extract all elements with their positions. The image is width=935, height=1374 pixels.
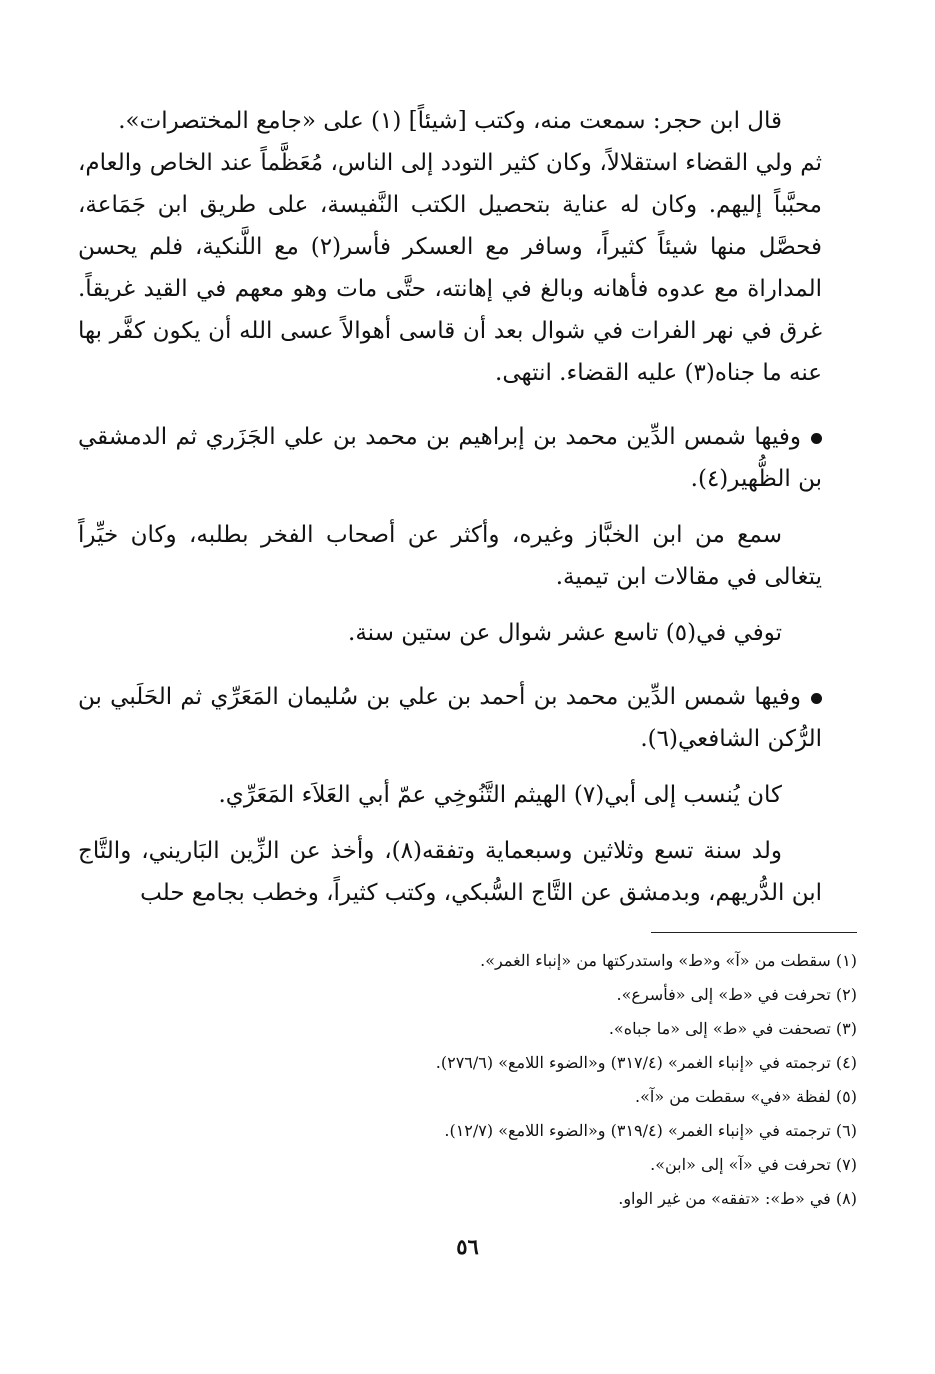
bullet-icon [811,433,822,444]
footnote-item: (٢) تحرفت في «ط» إلى «فأسرع». [616,985,857,1004]
footnotes [113,944,857,1216]
paragraph-aljazari-study: سمع من ابن الخبَّاز وغيره، وأكثر عن أصحاب الفخر بطلبه، وكان خيِّراً يتغالى في مقالات ابن تيمية. [78,522,822,590]
entry-almaarri-text: وفيها شمس الدِّين محمد بن أحمد بن علي بن سُليمان المَعَرِّي ثم الحَلَبي بن الرُّكن الشافعي(٦). [78,684,822,752]
footnote-item: (٤) ترجمته في «إنباء الغمر» (٣١٧/٤) و«الضوء اللامع» (٢٧٦/٦). [435,1053,857,1072]
paragraph-aljazari-death: توفي في(٥) تاسع عشر شوال عن ستين سنة. [348,620,782,646]
footnote-item: (٣) تصحفت في «ط» إلى «ما جباه». [608,1019,857,1038]
paragraph-entry-almaarri [78,676,822,760]
footnote-item: (١) سقطت من «آ» و«ط» واستدركتها من «إنباء الغمر». [480,951,857,970]
bullet-icon [811,693,822,704]
paragraph-almaarri-birth: ولد سنة تسع وثلاثين وسبعماية وتفقه(٨)، وأخذ عن الزِّين البَاريني، والتَّاج ابن الدُّريهم، وبدمشق عن التَّاج السُّبكي، وكتب كثيراً، وخطب بجامع حلب [78,838,822,906]
paragraph-ibn-hajar-quote: قال ابن حجر: سمعت منه، وكتب [شيئاً] (١) على «جامع المختصرات». [118,108,782,134]
footnote-item: (٧) تحرفت في «آ» إلى «ابن». [650,1155,857,1174]
page-number: ٥٦ [456,1234,479,1259]
footnote-item: (٥) لفظة «في» سقطت من «آ». [635,1087,857,1106]
entry-aljazari-text: وفيها شمس الدِّين محمد بن إبراهيم بن محمد بن علي الجَزَري ثم الدمشقي بن الظُّهير(٤). [78,424,822,492]
footnote-item: (٦) ترجمته في «إنباء الغمر» (٣١٩/٤) و«الضوء اللامع» (١٢/٧). [444,1121,857,1140]
footnote-divider [651,932,857,933]
paragraph-entry-aljazari [78,416,822,500]
main-text [78,100,822,914]
paragraph-biography: ثم ولي القضاء استقلالاً، وكان كثير التودد إلى الناس، مُعَظَّماً عند الخاص والعام، محبَّباً إليهم. وكان له عناية بتحصيل الكتب النَّفيسة، على طريق ابن جَمَاعة، فحصَّل منها شيئاً كثيراً، وسافر مع العسكر فأسر(٢) مع اللَّنكية، فلم يحسن المداراة مع عدوه فأهانه وبالغ في إهانته، حتَّى مات وهو معهم في القيد غريقاً. غرق في نهر الفرات في شوال بعد أن قاسى أهوالاً عسى الله أن يكون كفَّر بها عنه ما جناه(٣) عليه القضاء. انتهى. [78,150,822,386]
paragraph-almaarri-lineage: كان يُنسب إلى أبي(٧) الهيثم التَّنُوخِي عمّ أبي العَلاَء المَعَرِّي. [218,782,782,808]
footnote-item: (٨) في «ط»: «تفقه» من غير الواو. [618,1189,857,1208]
